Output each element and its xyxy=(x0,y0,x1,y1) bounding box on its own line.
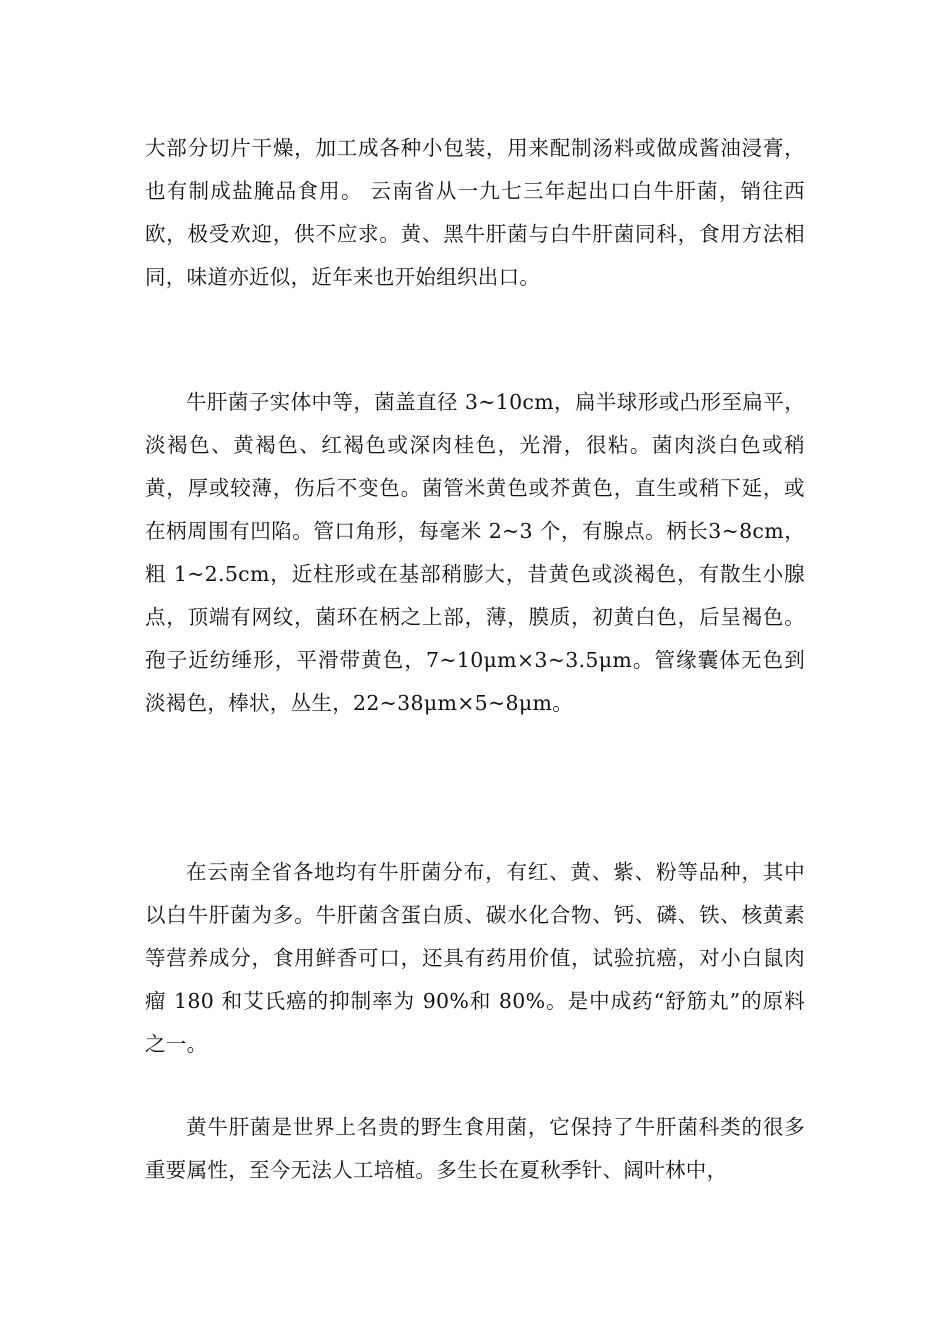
paragraph-3: 在云南全省各地均有牛肝菌分布，有红、黄、紫、粉等品种，其中以白牛肝菌为多。牛肝菌含蛋白质、碳水化合物、钙、磷、铁、核黄素等营养成分，食用鲜香可口，还具有药用价值，试验抗癌，对小白鼠肉瘤 180 和艾氏癌的抑制率为 90%和 80%。是中成药“舒筋丸”的原料之一。 xyxy=(145,860,805,1056)
paragraph-2: 牛肝菌子实体中等，菌盖直径 3~10cm，扁半球形或凸形至扁平，淡褐色、黄褐色、红褐色或深肉桂色，光滑，很粘。菌肉淡白色或稍黄，厚或较薄，伤后不变色。菌管米黄色或芥黄色，直生或稍下延，或在柄周围有凹陷。管口角形，每毫米 2~3 个，有腺点。柄长3~8cm，粗 1~2.5cm，近柱形或在基部稍膨大，昔黄色或淡褐色，有散生小腺点，顶端有网纹，菌环在柄之上部，薄，膜质，初黄白色，后呈褐色。孢子近纺缍形，平滑带黄色，7~10μm×3~3.5μm。管缘囊体无色到淡褐色，棒状，丛生，22~38μm×5~8μm。 xyxy=(145,390,805,715)
paragraph-4: 黄牛肝菌是世界上名贵的野生食用菌，它保持了牛肝菌科类的很多重要属性，至今无法人工培植。多生长在夏秋季针、阔叶林中， xyxy=(145,1115,805,1182)
paragraph-1: 大部分切片干燥，加工成各种小包装，用来配制汤料或做成酱油浸膏，也有制成盐腌品食用。 云南省从一九七三年起出口白牛肝菌，销往西欧，极受欢迎，供不应求。黄、黑牛肝菌与白牛肝菌同科，食用方法相同，味道亦近似，近年来也开始组织出口。 xyxy=(145,136,805,289)
